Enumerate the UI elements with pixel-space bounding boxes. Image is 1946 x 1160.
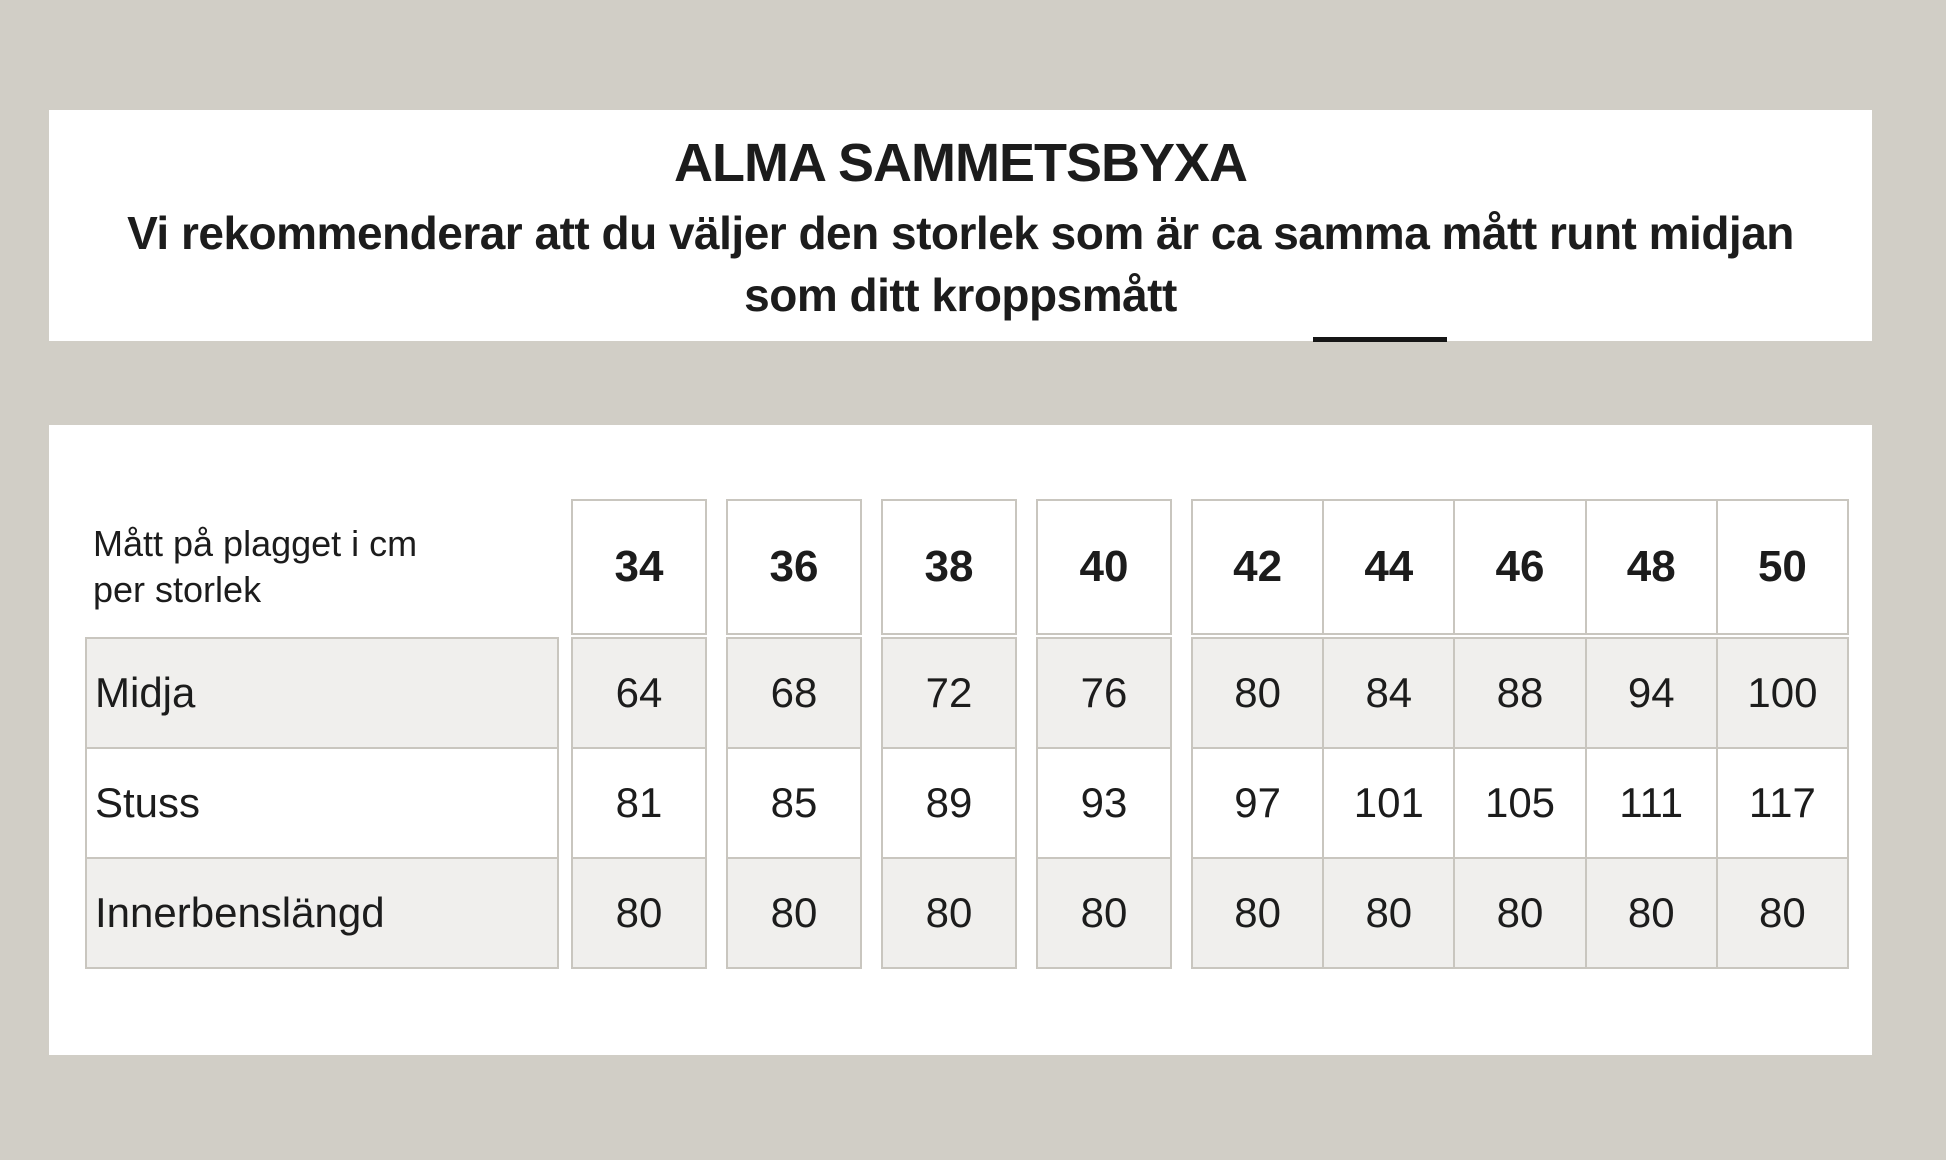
value-cell: 80 — [571, 857, 707, 969]
value-cell: 80 — [1191, 857, 1324, 969]
subtitle-line-1: Vi rekommenderar att du väljer den storlek som är ca samma mått runt midjan — [127, 207, 1794, 259]
size-header-48: 48 — [1585, 499, 1718, 635]
subtitle-line-2: som ditt kroppsmått — [744, 269, 1177, 321]
value-cell: 93 — [1036, 747, 1172, 859]
value-cell: 80 — [1036, 857, 1172, 969]
value-cell: 84 — [1322, 637, 1455, 749]
value-cell: 80 — [1453, 857, 1586, 969]
size-header-36: 36 — [726, 499, 862, 635]
size-table — [85, 499, 1849, 969]
size-table-panel — [49, 425, 1872, 1055]
value-cell: 117 — [1716, 747, 1849, 859]
value-cell: 80 — [1585, 857, 1718, 969]
value-cell: 101 — [1322, 747, 1455, 859]
value-cell: 64 — [571, 637, 707, 749]
size-header-38: 38 — [881, 499, 1017, 635]
value-cell: 94 — [1585, 637, 1718, 749]
value-group — [1191, 637, 1849, 749]
size-header-42: 42 — [1191, 499, 1324, 635]
size-header-44: 44 — [1322, 499, 1455, 635]
page-title: ALMA SAMMETSBYXA — [674, 133, 1247, 193]
size-header-group — [1191, 499, 1849, 635]
value-cell: 97 — [1191, 747, 1324, 859]
value-cell: 80 — [881, 857, 1017, 969]
value-cell: 88 — [1453, 637, 1586, 749]
size-header-40: 40 — [1036, 499, 1172, 635]
size-header-50: 50 — [1716, 499, 1849, 635]
value-cell: 80 — [1322, 857, 1455, 969]
value-cell: 85 — [726, 747, 862, 859]
value-cell: 100 — [1716, 637, 1849, 749]
value-group — [1191, 857, 1849, 969]
corner-label-line2: per storlek — [93, 569, 262, 610]
value-group — [1191, 747, 1849, 859]
row-label-midja: Midja — [85, 637, 559, 749]
table-row-innerbenslangd — [85, 857, 1849, 969]
row-label-innerbenslangd: Innerbenslängd — [85, 857, 559, 969]
value-cell: 111 — [1585, 747, 1718, 859]
blank-underline-mark — [1313, 337, 1447, 342]
size-header-46: 46 — [1453, 499, 1586, 635]
value-cell: 76 — [1036, 637, 1172, 749]
value-cell: 80 — [726, 857, 862, 969]
header-box — [49, 110, 1872, 341]
value-cell: 80 — [1191, 637, 1324, 749]
value-cell: 89 — [881, 747, 1017, 859]
row-label-stuss: Stuss — [85, 747, 559, 859]
size-header-row — [85, 499, 1849, 635]
table-row-stuss — [85, 747, 1849, 859]
table-row-midja — [85, 637, 1849, 749]
size-header-34: 34 — [571, 499, 707, 635]
value-cell: 80 — [1716, 857, 1849, 969]
corner-label-line1: Mått på plagget i cm — [93, 523, 418, 564]
value-cell: 68 — [726, 637, 862, 749]
value-cell: 105 — [1453, 747, 1586, 859]
value-cell: 72 — [881, 637, 1017, 749]
value-cell: 81 — [571, 747, 707, 859]
corner-label — [85, 499, 559, 635]
